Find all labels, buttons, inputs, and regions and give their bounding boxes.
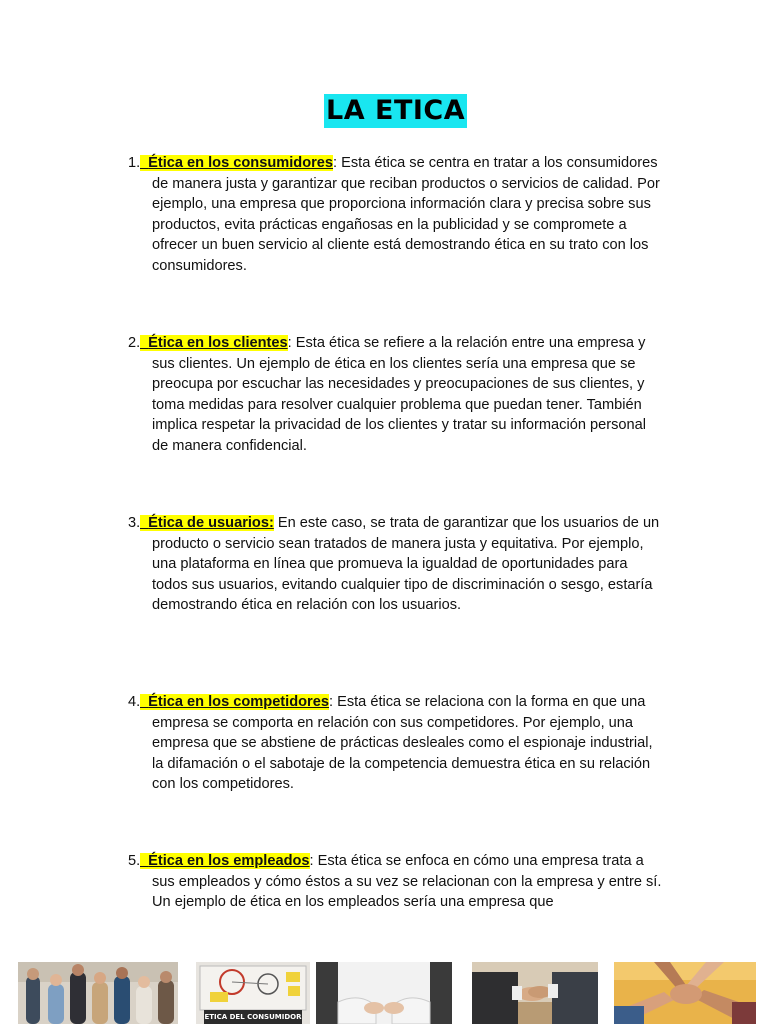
business-handshake-photo bbox=[472, 962, 598, 1024]
consumer-board-caption: ETICA DEL CONSUMIDOR bbox=[204, 1013, 302, 1021]
item-body bbox=[148, 333, 664, 456]
page-title: LA ETICA bbox=[326, 95, 466, 126]
item-number: 1. bbox=[128, 155, 141, 171]
photo-strip bbox=[0, 962, 768, 1024]
handshake-offer-photo bbox=[316, 962, 452, 1024]
item-body bbox=[148, 153, 664, 276]
item-text: Esta ética se relaciona con la forma en que una empresa se comporta en relación con sus competidores. Por ejemplo, una empresa que se abstiene de prácticas desleales como el espionaje industrial, la difamación o el sabotaje de la competencia demuestra ética en su relación con los competidores. bbox=[152, 694, 653, 792]
item-term: Ética de usuarios: bbox=[140, 515, 274, 531]
item-term-separator: : bbox=[333, 155, 338, 171]
team-meeting-photo bbox=[18, 962, 178, 1024]
item-term: Ética en los consumidores bbox=[140, 155, 333, 171]
item-number: 2. bbox=[128, 335, 141, 351]
item-text: Esta ética se refiere a la relación entre una empresa y sus clientes. Un ejemplo de ética en los clientes sería una empresa que se preocupa por escuchar las necesidades y preocupaciones de sus clientes, y toma medidas para resolver cualquier problema que puedan tener. También implica respetar la privacidad de los clientes y tratar su información personal de manera confidencial. bbox=[152, 335, 646, 454]
item-number: 3. bbox=[128, 515, 141, 531]
list-item bbox=[128, 851, 664, 913]
list-item bbox=[128, 692, 664, 795]
item-body bbox=[148, 692, 664, 795]
list-item bbox=[128, 513, 664, 616]
item-term: Ética en los competidores bbox=[140, 694, 329, 710]
item-text: Esta ética se centra en tratar a los consumidores de manera justa y garantizar que reciban productos o servicios de calidad. Por ejemplo, una empresa que proporciona información clara y precisa sobre sus productos, evita prácticas engañosas en la publicidad y se compromete a ofrecer un buen servicio al cliente está demostrando ética en su trato con los consumidores. bbox=[152, 155, 660, 274]
item-number: 4. bbox=[128, 694, 141, 710]
item-term-separator: : bbox=[287, 335, 292, 351]
item-body bbox=[148, 851, 664, 913]
team-hands-photo bbox=[614, 962, 756, 1024]
item-term-separator: : bbox=[309, 853, 314, 869]
item-body bbox=[148, 513, 664, 616]
item-term: Ética en los clientes bbox=[140, 335, 288, 351]
list-item bbox=[128, 333, 664, 456]
item-term: Ética en los empleados bbox=[140, 853, 310, 869]
item-term-separator: : bbox=[328, 694, 334, 710]
item-text: Esta ética se enfoca en cómo una empresa trata a sus empleados y cómo éstos a su vez se relacionan con la empresa y entre sí. Un ejemplo de ética en los empleados sería una empresa que bbox=[152, 853, 662, 910]
item-text: En este caso, se trata de garantizar que los usuarios de un producto o servicio sean tratados de manera justa y equitativa. Por ejemplo, una plataforma en línea que promueva la igualdad de oportunidades para todos sus usuarios, evitando cualquier tipo de discriminación o sesgo, estaría demostrando ética en relación con los usuarios. bbox=[152, 515, 660, 613]
list-item bbox=[128, 153, 664, 276]
consumer-ethics-board-photo bbox=[196, 962, 310, 1024]
item-number: 5. bbox=[128, 853, 141, 869]
